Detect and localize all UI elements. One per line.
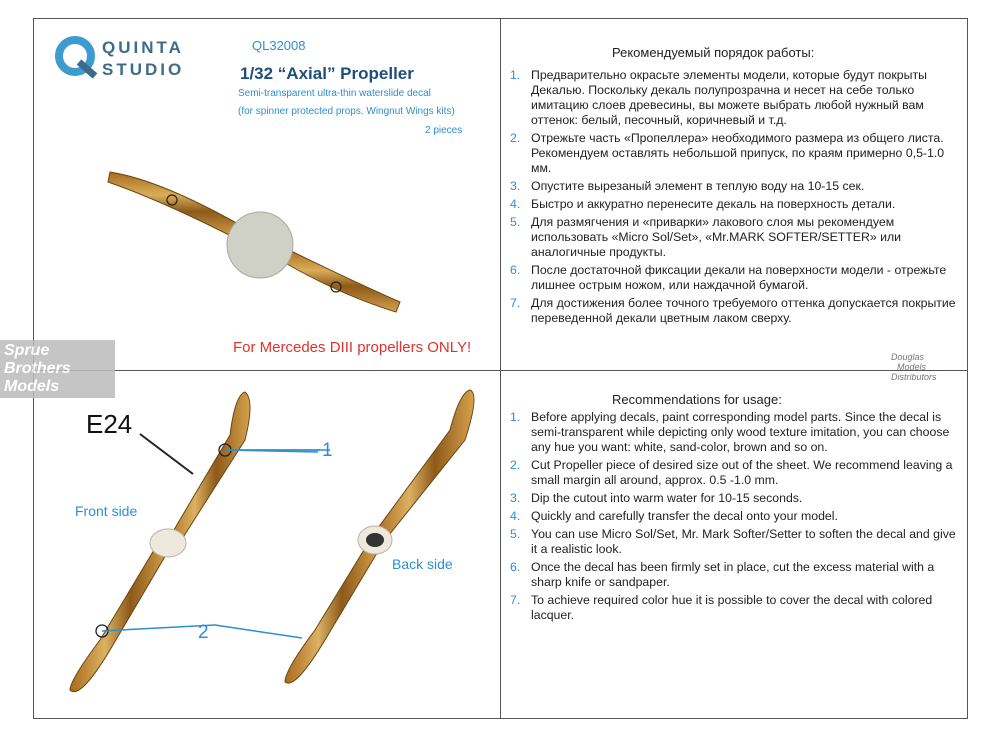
front-side-label: Front side bbox=[75, 503, 138, 519]
english-heading: Recommendations for usage: bbox=[612, 392, 782, 407]
brand-line-1: QUINTA bbox=[102, 38, 184, 57]
pieces-count: 2 pieces bbox=[425, 125, 463, 136]
step-number: 2. bbox=[510, 458, 521, 472]
step-number: 7. bbox=[510, 593, 521, 607]
step-text: Once the decal has been firmly set in place, cut the excess material with a sharp knife or sandpaper. bbox=[531, 560, 935, 589]
english-step bbox=[510, 458, 960, 488]
step-text: Для достижения более точного требуемого оттенка допускается покрытие переведенной декали цветным лаком сверху. bbox=[531, 296, 956, 325]
vertical-divider bbox=[500, 18, 501, 719]
step-number: 5. bbox=[510, 215, 521, 229]
russian-steps bbox=[510, 68, 960, 329]
hub-center bbox=[150, 529, 186, 557]
english-step bbox=[510, 491, 960, 506]
step-text: Быстро и аккуратно перенесите декаль на поверхность детали. bbox=[531, 197, 896, 211]
step-text: Предварительно окрасьте элементы модели, которые будут покрыты Декалью. Поскольку декаль полупрозрачна и несет на себе только имитацию слоев древесины, вы можете выбрать любой нужный вам оттенок: белый, песочный, коричневый и т.д. bbox=[531, 68, 927, 127]
back-side-label: Back side bbox=[392, 556, 453, 572]
russian-heading: Рекомендуемый порядок работы: bbox=[612, 45, 815, 60]
step-text: Cut Propeller piece of desired size out of the sheet. We recommend leaving a small margin all around, approx. 0.5 -1.0 mm. bbox=[531, 458, 953, 487]
quinta-studio-logo bbox=[55, 36, 205, 86]
distributor-line-3: Distributors bbox=[891, 372, 937, 382]
step-number: 7. bbox=[510, 296, 521, 310]
step-text: Dip the cutout into warm water for 10-15 seconds. bbox=[531, 491, 803, 505]
product-subtitle: Semi-transparent ultra-thin waterslide decal bbox=[238, 88, 431, 99]
callout-number-2: 2 bbox=[198, 622, 209, 643]
step-text: Before applying decals, paint corresponding model parts. Since the decal is semi-transparent while depicting only wood texture imitation, you can choose any hue you want: white, sand-color, brown and so on. bbox=[531, 410, 950, 454]
step-number: 1. bbox=[510, 68, 521, 82]
step-number: 4. bbox=[510, 509, 521, 523]
step-text: После достаточной фиксации декали на поверхности модели - отрежьте лишнее острым ножом, или наждачной бумагой. bbox=[531, 263, 947, 292]
callout-number-1: 1 bbox=[322, 440, 333, 461]
hub-hole bbox=[366, 533, 384, 547]
distributor-logo bbox=[885, 352, 975, 384]
russian-step bbox=[510, 68, 960, 128]
product-compatibility: (for spinner protected props. Wingnut Wings kits) bbox=[238, 106, 455, 117]
step-number: 5. bbox=[510, 527, 521, 541]
product-code: QL32008 bbox=[252, 38, 306, 53]
back-propeller bbox=[285, 390, 474, 683]
horizontal-divider bbox=[33, 370, 968, 371]
compatibility-warning: For Mercedes DIII propellers ONLY! bbox=[233, 339, 472, 356]
distributor-line-1: Douglas bbox=[891, 352, 925, 362]
step-number: 3. bbox=[510, 179, 521, 193]
russian-step bbox=[510, 215, 960, 260]
russian-step bbox=[510, 197, 960, 212]
english-step bbox=[510, 527, 960, 557]
step-number: 3. bbox=[510, 491, 521, 505]
english-step bbox=[510, 410, 960, 455]
step-number: 6. bbox=[510, 560, 521, 574]
e24-leader-line bbox=[140, 434, 193, 474]
watermark-line-3: Models bbox=[4, 378, 60, 395]
english-steps bbox=[510, 410, 960, 626]
brand-line-2: STUDIO bbox=[102, 60, 185, 79]
step-text: Для размягчения и «приварки» лакового слоя мы рекомендуем использовать «Micro Sol/Set», «Mr.MARK SOFTER/SETTER» или аналогичные продукты. bbox=[531, 215, 902, 259]
propeller-spinner-illustration bbox=[100, 160, 420, 320]
watermark-line-2: Brothers bbox=[4, 360, 71, 377]
russian-step bbox=[510, 179, 960, 194]
watermark-line-1: Sprue bbox=[4, 342, 50, 359]
logo-mark-icon bbox=[55, 36, 99, 80]
propeller-blade-right bbox=[280, 248, 400, 312]
step-number: 4. bbox=[510, 197, 521, 211]
step-number: 1. bbox=[510, 410, 521, 424]
english-step bbox=[510, 560, 960, 590]
step-text: To achieve required color hue it is possible to cover the decal with colored lacquer. bbox=[531, 593, 933, 622]
russian-step bbox=[510, 296, 960, 326]
english-step bbox=[510, 509, 960, 524]
step-number: 2. bbox=[510, 131, 521, 145]
step-text: Опустите вырезаный элемент в теплую воду на 10-15 сек. bbox=[531, 179, 865, 193]
russian-step bbox=[510, 263, 960, 293]
russian-step bbox=[510, 131, 960, 176]
english-step bbox=[510, 593, 960, 623]
part-label-e24: E24 bbox=[86, 409, 133, 439]
step-text: Отрежьте часть «Пропеллера» необходимого размера из общего листа. Рекомендуем оставлять небольшой припуск, по краям примерно 0,5-1.0 мм. bbox=[531, 131, 945, 175]
product-title: 1/32 “Axial” Propeller bbox=[240, 64, 414, 83]
distributor-line-2: Models bbox=[897, 362, 927, 372]
spinner-dome bbox=[227, 212, 293, 278]
step-number: 6. bbox=[510, 263, 521, 277]
step-text: You can use Micro Sol/Set, Mr. Mark Softer/Setter to soften the decal and give it a realistic look. bbox=[531, 527, 956, 556]
step-text: Quickly and carefully transfer the decal onto your model. bbox=[531, 509, 838, 523]
